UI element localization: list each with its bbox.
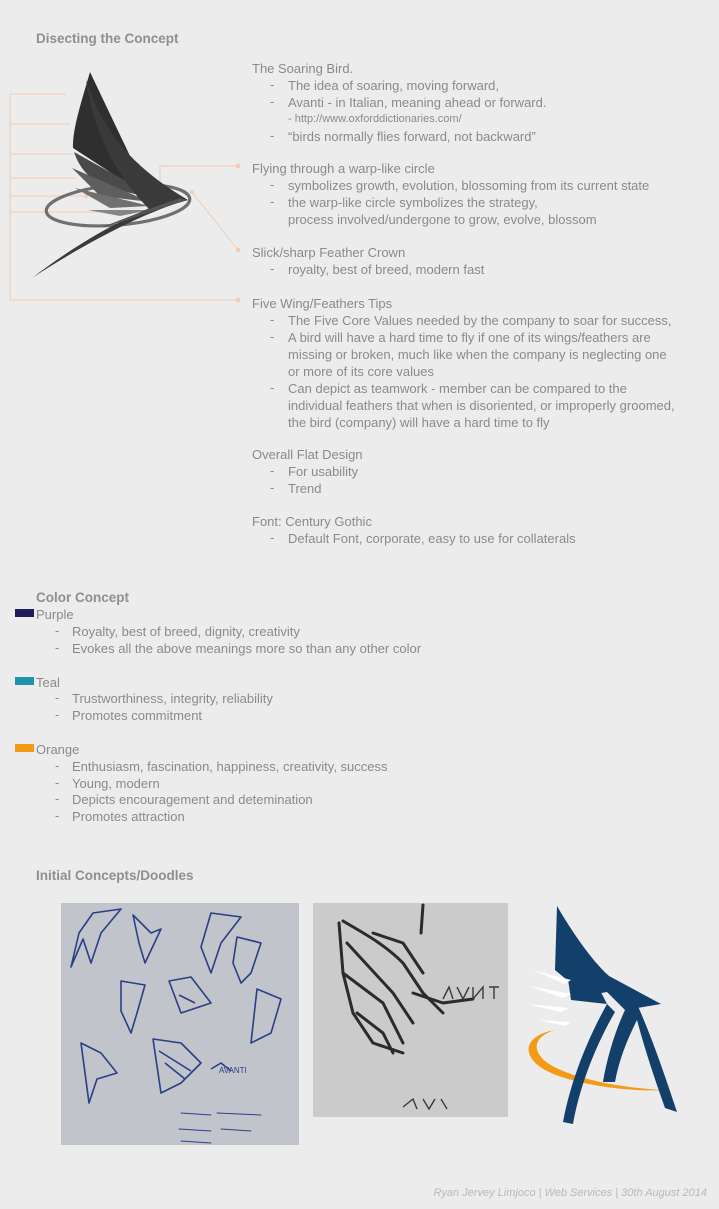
list-item: Trend — [288, 481, 322, 496]
list-item: Young, modern — [72, 776, 160, 791]
bullet-dash: - — [270, 77, 275, 92]
section-heading-doodles: Initial Concepts/Doodles — [36, 868, 194, 883]
bullet-dash: - — [55, 808, 60, 823]
orange-swatch — [15, 744, 34, 752]
color-name-teal: Teal — [36, 675, 60, 690]
purple-swatch — [15, 609, 34, 617]
color-name-orange: Orange — [36, 742, 80, 757]
list-item: The idea of soaring, moving forward, — [288, 78, 499, 93]
group-title-flat-design: Overall Flat Design — [252, 447, 363, 462]
bullet-dash: - — [270, 530, 275, 545]
color-name-purple: Purple — [36, 607, 74, 622]
list-item-continued: the bird (company) will have a hard time to fly — [288, 415, 550, 430]
list-item: Evokes all the above meanings more so than any other color — [72, 641, 422, 656]
list-item: Trustworthiness, integrity, reliability — [72, 691, 273, 706]
list-item: Avanti - in Italian, meaning ahead or forward. — [288, 95, 547, 110]
charcoal-sketch-doodle-icon — [313, 903, 508, 1117]
section-heading-color-concept: Color Concept — [36, 590, 129, 605]
list-item: symbolizes growth, evolution, blossoming from its current state — [288, 178, 650, 193]
group-title-wing-tips: Five Wing/Feathers Tips — [252, 296, 393, 311]
bullet-dash: - — [55, 640, 60, 655]
teal-swatch — [15, 677, 34, 685]
list-item: Promotes attraction — [72, 809, 185, 824]
bird-logo-navy-orange-icon — [515, 900, 685, 1130]
bird-logo-grey-icon — [0, 60, 260, 310]
doodle-avanti-label: AVANTI — [219, 1066, 247, 1075]
list-item: A bird will have a hard time to fly if one of its wings/feathers are — [288, 330, 651, 345]
bullet-dash: - — [270, 94, 275, 109]
bullet-dash: - — [55, 690, 60, 705]
bullet-dash: - — [270, 261, 275, 276]
group-title-font: Font: Century Gothic — [252, 514, 372, 529]
list-item: “birds normally flies forward, not backward” — [288, 129, 536, 144]
bullet-dash: - — [55, 791, 60, 806]
group-title-warp-circle: Flying through a warp-like circle — [252, 161, 435, 176]
list-item: the warp-like circle symbolizes the strategy, — [288, 195, 538, 210]
bullet-dash: - — [270, 194, 275, 209]
list-item: Enthusiasm, fascination, happiness, creativity, success — [72, 759, 388, 774]
bullet-dash: - — [270, 329, 275, 344]
bullet-dash: - — [270, 177, 275, 192]
list-item-continued: individual feathers that when is disoriented, or improperly groomed, — [288, 398, 675, 413]
bullet-dash: - — [270, 480, 275, 495]
list-item: Promotes commitment — [72, 708, 203, 723]
section-heading-disecting: Disecting the Concept — [36, 31, 179, 46]
bullet-dash: - — [55, 623, 60, 638]
footer-credit: Ryan Jervey Limjoco | Web Services | 30th August 2014 — [433, 1187, 707, 1199]
group-title-feather-crown: Slick/sharp Feather Crown — [252, 245, 406, 260]
bullet-dash: - — [55, 707, 60, 722]
list-item-continued: or more of its core values — [288, 364, 434, 379]
bullet-dash: - — [55, 758, 60, 773]
list-item: Default Font, corporate, easy to use for collaterals — [288, 531, 576, 546]
bullet-dash: - — [270, 312, 275, 327]
bullet-dash: - — [270, 463, 275, 478]
list-item: royalty, best of breed, modern fast — [288, 262, 485, 277]
bullet-dash: - — [270, 380, 275, 395]
pen-sketch-doodles-icon — [61, 903, 299, 1145]
bullet-dash: - — [55, 775, 60, 790]
list-item: Can depict as teamwork - member can be compared to the — [288, 381, 627, 396]
list-item: Depicts encouragement and detemination — [72, 792, 313, 807]
list-item: The Five Core Values needed by the company to soar for success, — [288, 313, 672, 328]
bullet-dash: - — [270, 128, 275, 143]
group-title-soaring-bird: The Soaring Bird. — [252, 61, 354, 76]
list-item: For usability — [288, 464, 359, 479]
list-item-continued: missing or broken, much like when the company is neglecting one — [288, 347, 667, 362]
list-item-continued: process involved/undergone to grow, evolve, blossom — [288, 212, 597, 227]
source-link[interactable]: - http://www.oxforddictionaries.com/ — [288, 113, 462, 125]
list-item: Royalty, best of breed, dignity, creativity — [72, 624, 300, 639]
